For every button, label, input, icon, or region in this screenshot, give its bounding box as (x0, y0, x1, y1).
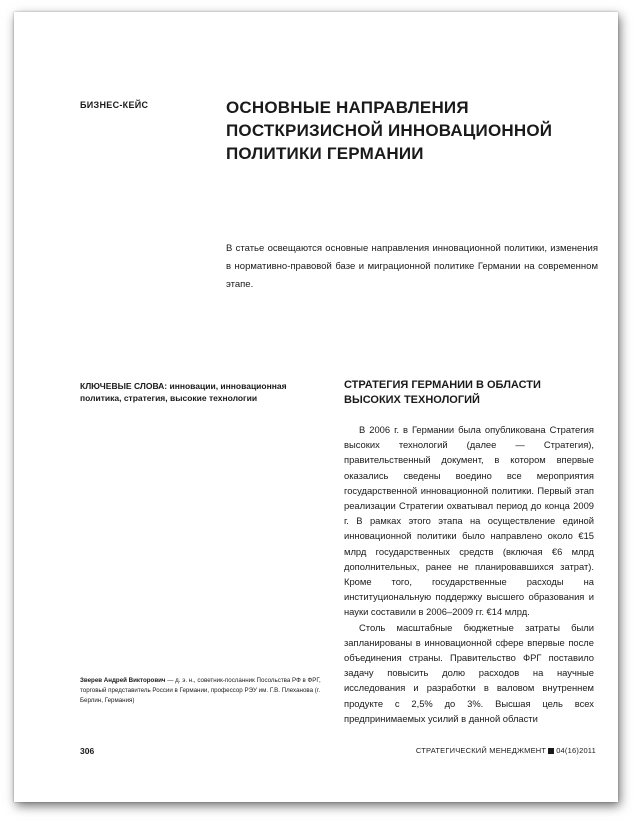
running-footer (416, 746, 596, 755)
section-heading: СТРАТЕГИЯ ГЕРМАНИИ В ОБЛАСТИ ВЫСОКИХ ТЕХНОЛОГИЙ (344, 379, 541, 406)
document-page (14, 12, 618, 802)
article-title: ОСНОВНЫЕ НАПРАВЛЕНИЯ ПОСТКРИЗИСНОЙ ИННОВАЦИОННОЙ ПОЛИТИКИ ГЕРМАНИИ (226, 98, 553, 163)
keywords: КЛЮЧЕВЫЕ СЛОВА: инновации, инновационная политика, стратегия, высокие технологии (80, 381, 287, 403)
journal-name: СТРАТЕГИЧЕСКИЙ МЕНЕДЖМЕНТ (415, 746, 547, 755)
rubric-label: БИЗНЕС-КЕЙС (80, 100, 149, 110)
body-text (344, 422, 594, 726)
author-name: Зверев Андрей Викторович (80, 677, 166, 684)
author-note (80, 676, 330, 706)
article-abstract: В статье освещаются основные направления инновационной политики, изменения в нормативно-правовой базе и миграционной политике Германии на современном этапе. (226, 243, 598, 290)
paragraph-1: В 2006 г. в Германии была опубликована Стратегия высоких технологий (далее — Стратегия), правительственный документ, в котором впервые оказались сведены воедино все мероприятия государственной инновационной политики. Первый этап реализации Стратегии охватывал период до конца 2009 г. В рамках этого этапа на осуществление единой инновационной политики было направлено около €15 млрд государственных средств (включая €6 млрд дополнительных, ранее не планировавшихся затрат). Кроме того, государственные расходы на институциональную поддержку высшего образования и науки составили в 2006–2009 гг. €14 млрд. (344, 424, 594, 618)
author-details: — д. э. н., советник-посланник Посольства РФ в ФРГ, торговый представитель России в Германии, профессор РЭУ им. Г.В. Плеханова (г. Берлин, Германия) (80, 677, 321, 704)
issue-number: 04(16)2011 (556, 746, 596, 755)
paragraph-2: Столь масштабные бюджетные затраты были запланированы в инновационной сфере впервые после объединения страны. Правительство ФРГ поставило задачу повысить долю расходов на научные исследования и разработки в валовом внутреннем продукте с 2,5% до 3%. Высшая цель всех предпринимаемых усилий в данной области (344, 621, 594, 724)
page-number: 306 (80, 746, 95, 756)
square-separator-icon (548, 748, 554, 754)
